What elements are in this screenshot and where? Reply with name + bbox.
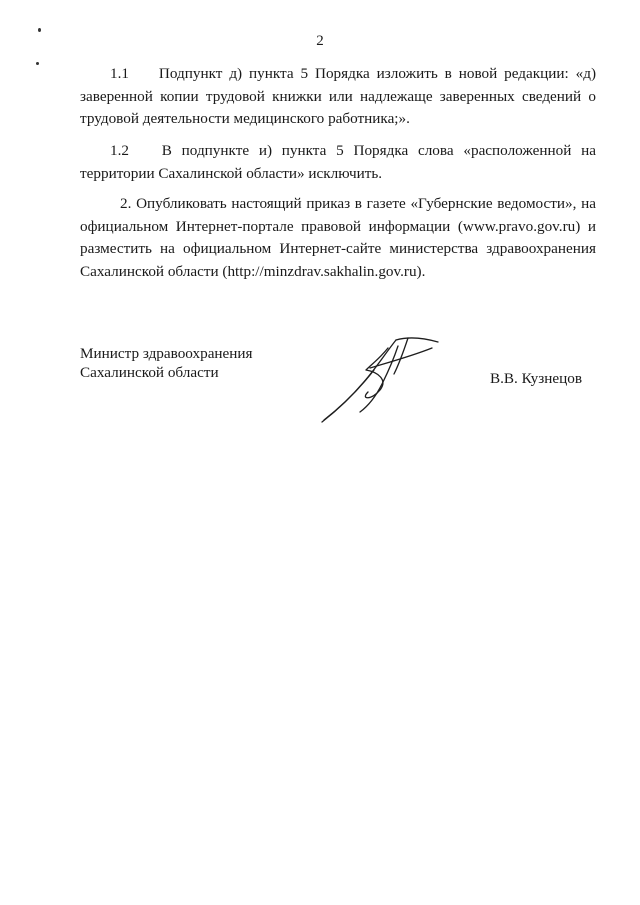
clause-number: 1.2 [110, 142, 129, 159]
paragraph-2 [80, 193, 596, 283]
scan-speck [38, 28, 41, 32]
clause-text: 2. Опубликовать настоящий приказ в газете «Губернские ведомости», на официальном Интернет-портале правовой информации (www.pravo.gov.ru) и разместить на официальном Интернет-сайте министерства здравоохранения Сахалинской области (http://minzdrav.sakhalin.gov.ru). [80, 195, 596, 280]
signer-title-line: Министр здравоохранения [80, 345, 253, 362]
clause-number: 1.1 [110, 65, 129, 82]
page-number: 2 [316, 33, 324, 49]
paragraph-1-2 [80, 140, 596, 185]
signer-title-line: Сахалинской области [80, 364, 219, 381]
clause-text: Подпункт д) пункта 5 Порядка изложить в новой редакции: «д) заверенной копии трудовой книжки или надлежаще заверенных сведений о трудовой деятельности медицинского работника;». [80, 65, 596, 127]
scan-speck [36, 62, 39, 65]
handwritten-signature [320, 328, 450, 428]
paragraph-1-1 [80, 63, 596, 131]
signer-name: В.В. Кузнецов [490, 370, 582, 387]
clause-text: В подпункте и) пункта 5 Порядка слова «расположенной на территории Сахалинской области» исключить. [80, 142, 596, 182]
signer-title [80, 344, 300, 382]
